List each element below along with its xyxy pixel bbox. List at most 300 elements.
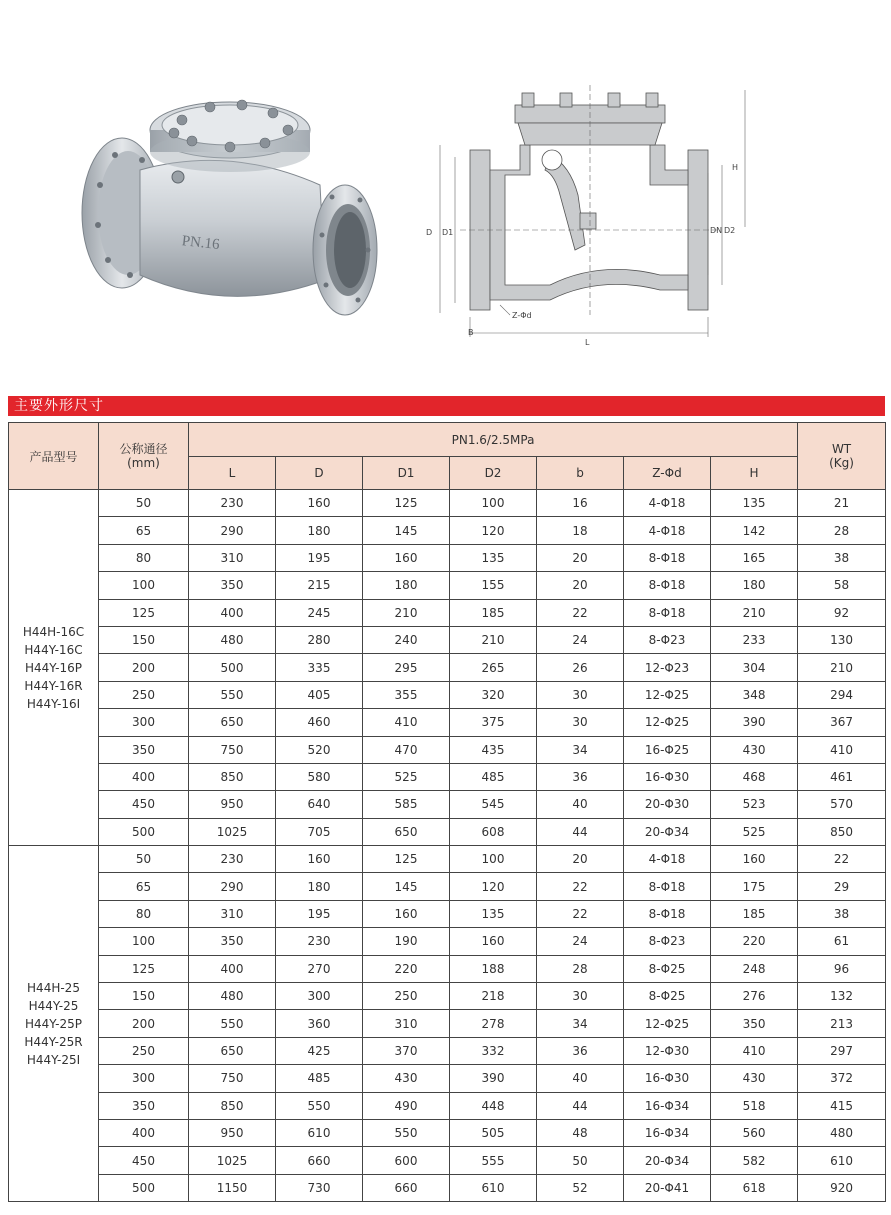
table-cell: 12-Φ25 [624,709,711,736]
table-cell: 165 [711,544,798,571]
table-cell: 660 [276,1147,363,1174]
table-cell: 21 [798,490,886,517]
table-cell: 180 [363,572,450,599]
table-row [9,517,886,544]
table-cell: 448 [450,1092,537,1119]
header-dn-label: 公称通径 [119,442,168,456]
table-cell: 96 [798,955,886,982]
table-cell: 8-Φ23 [624,928,711,955]
dim-b: B [468,328,474,337]
table-cell: 38 [798,900,886,927]
table-cell: 150 [99,626,189,653]
valve-section-drawing [410,75,760,350]
table-cell: 480 [798,1119,886,1146]
table-cell: 372 [798,1065,886,1092]
model-name: H44Y-16I [26,696,81,711]
table-cell: 20-Φ34 [624,818,711,845]
table-cell: 265 [450,654,537,681]
table-cell: 650 [189,1037,276,1064]
header-dn-unit: (mm) [127,456,160,470]
table-row [9,736,886,763]
table-cell: 415 [798,1092,886,1119]
model-name: H44Y-25I [26,1052,81,1067]
table-cell: 16-Φ25 [624,736,711,763]
table-cell: 230 [189,846,276,873]
table-row [9,1147,886,1174]
table-cell: 130 [798,626,886,653]
table-cell: 640 [276,791,363,818]
table-row [9,626,886,653]
table-cell: 450 [99,791,189,818]
table-row [9,1119,886,1146]
table-cell: 560 [711,1119,798,1146]
model-name: H44Y-16R [24,678,83,693]
table-cell: 44 [537,1092,624,1119]
table-cell: 12-Φ30 [624,1037,711,1064]
table-row [9,599,886,626]
table-cell: 618 [711,1174,798,1201]
table-cell: 8-Φ18 [624,873,711,900]
table-cell: 350 [711,1010,798,1037]
table-cell: 430 [363,1065,450,1092]
table-cell: 220 [711,928,798,955]
table-cell: 12-Φ25 [624,1010,711,1037]
table-cell: 250 [363,983,450,1010]
table-row [9,709,886,736]
table-cell: 135 [450,544,537,571]
table-cell: 1025 [189,1147,276,1174]
table-cell: 650 [363,818,450,845]
table-cell: 276 [711,983,798,1010]
table-cell: 490 [363,1092,450,1119]
table-cell: 461 [798,763,886,790]
table-cell: 297 [798,1037,886,1064]
table-cell: 8-Φ18 [624,544,711,571]
table-cell: 8-Φ18 [624,599,711,626]
table-cell: 608 [450,818,537,845]
table-cell: 550 [363,1119,450,1146]
model-name: H44Y-16C [24,642,83,657]
table-cell: 210 [450,626,537,653]
table-cell: 44 [537,818,624,845]
table-cell: 248 [711,955,798,982]
table-cell: 8-Φ18 [624,900,711,927]
table-cell: 500 [189,654,276,681]
table-cell: 550 [276,1092,363,1119]
table-cell: 332 [450,1037,537,1064]
table-cell: 4-Φ18 [624,490,711,517]
table-cell: 350 [189,572,276,599]
table-cell: 523 [711,791,798,818]
table-cell: 185 [711,900,798,927]
table-cell: 18 [537,517,624,544]
table-cell: 120 [450,873,537,900]
table-cell: 550 [189,1010,276,1037]
table-cell: 300 [99,709,189,736]
table-cell: 460 [276,709,363,736]
table-cell: 125 [99,599,189,626]
table-cell: 320 [450,681,537,708]
table-cell: 20 [537,846,624,873]
valve-photo [70,75,395,350]
table-cell: 200 [99,1010,189,1037]
table-cell: 210 [363,599,450,626]
dim-D1: D1 [442,228,454,237]
table-cell: 470 [363,736,450,763]
table-cell: 450 [99,1147,189,1174]
table-cell: 200 [99,654,189,681]
table-cell: 705 [276,818,363,845]
model-group-cell [9,846,99,1202]
table-cell: 120 [450,517,537,544]
table-cell: 660 [363,1174,450,1201]
table-cell: 250 [99,1037,189,1064]
table-cell: 160 [363,544,450,571]
header-wt [798,423,886,490]
table-cell: 16-Φ30 [624,763,711,790]
col-D: D [276,457,363,490]
table-row [9,681,886,708]
table-cell: 304 [711,654,798,681]
table-cell: 52 [537,1174,624,1201]
table-cell: 8-Φ23 [624,626,711,653]
table-cell: 188 [450,955,537,982]
table-cell: 480 [189,983,276,1010]
table-row [9,654,886,681]
table-cell: 180 [276,517,363,544]
table-cell: 180 [711,572,798,599]
model-name: H44Y-25 [28,998,79,1013]
table-cell: 125 [363,846,450,873]
table-cell: 850 [189,1092,276,1119]
header-pressure: PN1.6/2.5MPa [189,423,798,457]
table-row [9,818,886,845]
table-cell: 410 [798,736,886,763]
table-cell: 430 [711,1065,798,1092]
table-cell: 155 [450,572,537,599]
table-cell: 582 [711,1147,798,1174]
table-row [9,928,886,955]
table-cell: 400 [189,955,276,982]
table-cell: 100 [450,490,537,517]
table-cell: 16-Φ34 [624,1119,711,1146]
table-cell: 500 [99,818,189,845]
section-title: 主要外形尺寸 [14,398,104,414]
table-cell: 135 [711,490,798,517]
table-cell: 58 [798,572,886,599]
table-cell: 280 [276,626,363,653]
table-row [9,1065,886,1092]
table-cell: 20-Φ34 [624,1147,711,1174]
dim-H: H [732,163,739,172]
table-cell: 160 [711,846,798,873]
table-cell: 4-Φ18 [624,846,711,873]
table-cell: 230 [276,928,363,955]
table-cell: 210 [711,599,798,626]
table-cell: 38 [798,544,886,571]
table-cell: 730 [276,1174,363,1201]
table-cell: 750 [189,1065,276,1092]
col-Zd: Z-Φd [624,457,711,490]
table-cell: 400 [189,599,276,626]
model-name: H44Y-25P [24,1016,83,1031]
section-title-band [8,396,885,416]
table-cell: 400 [99,763,189,790]
table-row [9,1174,886,1201]
table-cell: 30 [537,983,624,1010]
table-cell: 518 [711,1092,798,1119]
table-cell: 20-Φ41 [624,1174,711,1201]
table-cell: 545 [450,791,537,818]
table-cell: 310 [189,544,276,571]
header-dn [99,423,189,490]
table-row [9,1037,886,1064]
table-cell: 16 [537,490,624,517]
table-cell: 650 [189,709,276,736]
table-cell: 20 [537,572,624,599]
table-cell: 390 [450,1065,537,1092]
table-cell: 28 [798,517,886,544]
model-name: H44Y-16P [24,660,83,675]
col-b: b [537,457,624,490]
table-cell: 550 [189,681,276,708]
table-cell: 278 [450,1010,537,1037]
table-cell: 290 [189,517,276,544]
table-cell: 34 [537,736,624,763]
table-cell: 505 [450,1119,537,1146]
table-row [9,1092,886,1119]
table-cell: 1150 [189,1174,276,1201]
table-cell: 950 [189,1119,276,1146]
table-cell: 132 [798,983,886,1010]
table-cell: 24 [537,626,624,653]
table-cell: 8-Φ25 [624,983,711,1010]
table-cell: 125 [99,955,189,982]
table-cell: 160 [276,846,363,873]
table-cell: 294 [798,681,886,708]
table-row [9,846,886,873]
table-cell: 22 [537,873,624,900]
table-cell: 135 [450,900,537,927]
model-name: H44H-16C [22,624,85,639]
table-cell: 175 [711,873,798,900]
table-cell: 100 [450,846,537,873]
table-cell: 29 [798,873,886,900]
table-cell: 585 [363,791,450,818]
table-cell: 350 [99,736,189,763]
table-cell: 405 [276,681,363,708]
table-cell: 850 [798,818,886,845]
table-cell: 367 [798,709,886,736]
table-cell: 1025 [189,818,276,845]
table-cell: 610 [276,1119,363,1146]
table-cell: 30 [537,709,624,736]
table-cell: 360 [276,1010,363,1037]
table-cell: 26 [537,654,624,681]
table-cell: 160 [363,900,450,927]
dim-L: L [585,338,590,347]
table-cell: 295 [363,654,450,681]
dim-D: D [426,228,433,237]
table-cell: 485 [450,763,537,790]
table-cell: 160 [276,490,363,517]
table-cell: 195 [276,544,363,571]
table-cell: 500 [99,1174,189,1201]
table-cell: 370 [363,1037,450,1064]
table-cell: 570 [798,791,886,818]
table-cell: 80 [99,544,189,571]
table-cell: 290 [189,873,276,900]
table-cell: 61 [798,928,886,955]
table-cell: 215 [276,572,363,599]
table-cell: 180 [276,873,363,900]
dim-DN: DN [710,226,723,235]
table-cell: 425 [276,1037,363,1064]
col-D2: D2 [450,457,537,490]
table-cell: 195 [276,900,363,927]
table-cell: 430 [711,736,798,763]
col-D1: D1 [363,457,450,490]
table-cell: 48 [537,1119,624,1146]
table-row [9,900,886,927]
table-row [9,544,886,571]
header-wt-unit: (Kg) [829,456,854,470]
table-cell: 300 [276,983,363,1010]
model-group-cell [9,490,99,846]
table-cell: 555 [450,1147,537,1174]
table-cell: 435 [450,736,537,763]
table-cell: 348 [711,681,798,708]
table-cell: 218 [450,983,537,1010]
dim-Zd: Z-Φd [512,311,532,320]
table-row [9,1010,886,1037]
table-cell: 16-Φ30 [624,1065,711,1092]
table-cell: 525 [363,763,450,790]
table-cell: 100 [99,572,189,599]
table-cell: 22 [537,900,624,927]
table-cell: 8-Φ25 [624,955,711,982]
table-row [9,983,886,1010]
table-cell: 335 [276,654,363,681]
table-cell: 355 [363,681,450,708]
table-cell: 36 [537,763,624,790]
col-L: L [189,457,276,490]
table-cell: 233 [711,626,798,653]
table-cell: 190 [363,928,450,955]
table-cell: 125 [363,490,450,517]
table-cell: 20 [537,544,624,571]
table-cell: 410 [363,709,450,736]
table-cell: 350 [189,928,276,955]
table-cell: 245 [276,599,363,626]
dimension-table [8,422,886,1202]
table-cell: 12-Φ25 [624,681,711,708]
table-row [9,955,886,982]
table-row [9,873,886,900]
table-cell: 65 [99,873,189,900]
table-cell: 525 [711,818,798,845]
table-cell: 210 [798,654,886,681]
table-row [9,572,886,599]
table-cell: 480 [189,626,276,653]
table-cell: 50 [99,490,189,517]
model-name: H44H-25 [27,980,80,995]
table-cell: 213 [798,1010,886,1037]
table-cell: 220 [363,955,450,982]
table-cell: 22 [537,599,624,626]
table-cell: 390 [711,709,798,736]
table-cell: 22 [798,846,886,873]
table-cell: 400 [99,1119,189,1146]
table-cell: 36 [537,1037,624,1064]
table-cell: 750 [189,736,276,763]
table-cell: 16-Φ34 [624,1092,711,1119]
table-cell: 240 [363,626,450,653]
table-cell: 40 [537,791,624,818]
table-row [9,490,886,517]
table-cell: 610 [798,1147,886,1174]
table-cell: 65 [99,517,189,544]
table-cell: 250 [99,681,189,708]
table-cell: 580 [276,763,363,790]
table-cell: 468 [711,763,798,790]
table-cell: 230 [189,490,276,517]
table-cell: 920 [798,1174,886,1201]
table-cell: 145 [363,873,450,900]
table-cell: 850 [189,763,276,790]
table-cell: 375 [450,709,537,736]
table-cell: 145 [363,517,450,544]
table-cell: 270 [276,955,363,982]
table-cell: 185 [450,599,537,626]
table-cell: 100 [99,928,189,955]
table-row [9,791,886,818]
table-row [9,763,886,790]
table-cell: 300 [99,1065,189,1092]
table-cell: 50 [537,1147,624,1174]
model-name: H44Y-25R [24,1034,83,1049]
col-H: H [711,457,798,490]
table-cell: 160 [450,928,537,955]
dim-D2: D2 [724,226,736,235]
table-cell: 610 [450,1174,537,1201]
table-cell: 350 [99,1092,189,1119]
table-cell: 30 [537,681,624,708]
table-cell: 12-Φ23 [624,654,711,681]
table-cell: 410 [711,1037,798,1064]
table-cell: 24 [537,928,624,955]
table-cell: 4-Φ18 [624,517,711,544]
table-cell: 80 [99,900,189,927]
table-cell: 34 [537,1010,624,1037]
table-cell: 28 [537,955,624,982]
table-cell: 142 [711,517,798,544]
table-cell: 40 [537,1065,624,1092]
table-cell: 50 [99,846,189,873]
table-cell: 92 [798,599,886,626]
table-cell: 310 [189,900,276,927]
table-cell: 485 [276,1065,363,1092]
table-cell: 950 [189,791,276,818]
table-cell: 20-Φ30 [624,791,711,818]
header-model: 产品型号 [9,423,99,490]
table-cell: 8-Φ18 [624,572,711,599]
header-wt-label: WT [831,442,852,456]
table-cell: 520 [276,736,363,763]
casting-text: PN.16 [180,233,221,254]
table-cell: 310 [363,1010,450,1037]
table-cell: 600 [363,1147,450,1174]
